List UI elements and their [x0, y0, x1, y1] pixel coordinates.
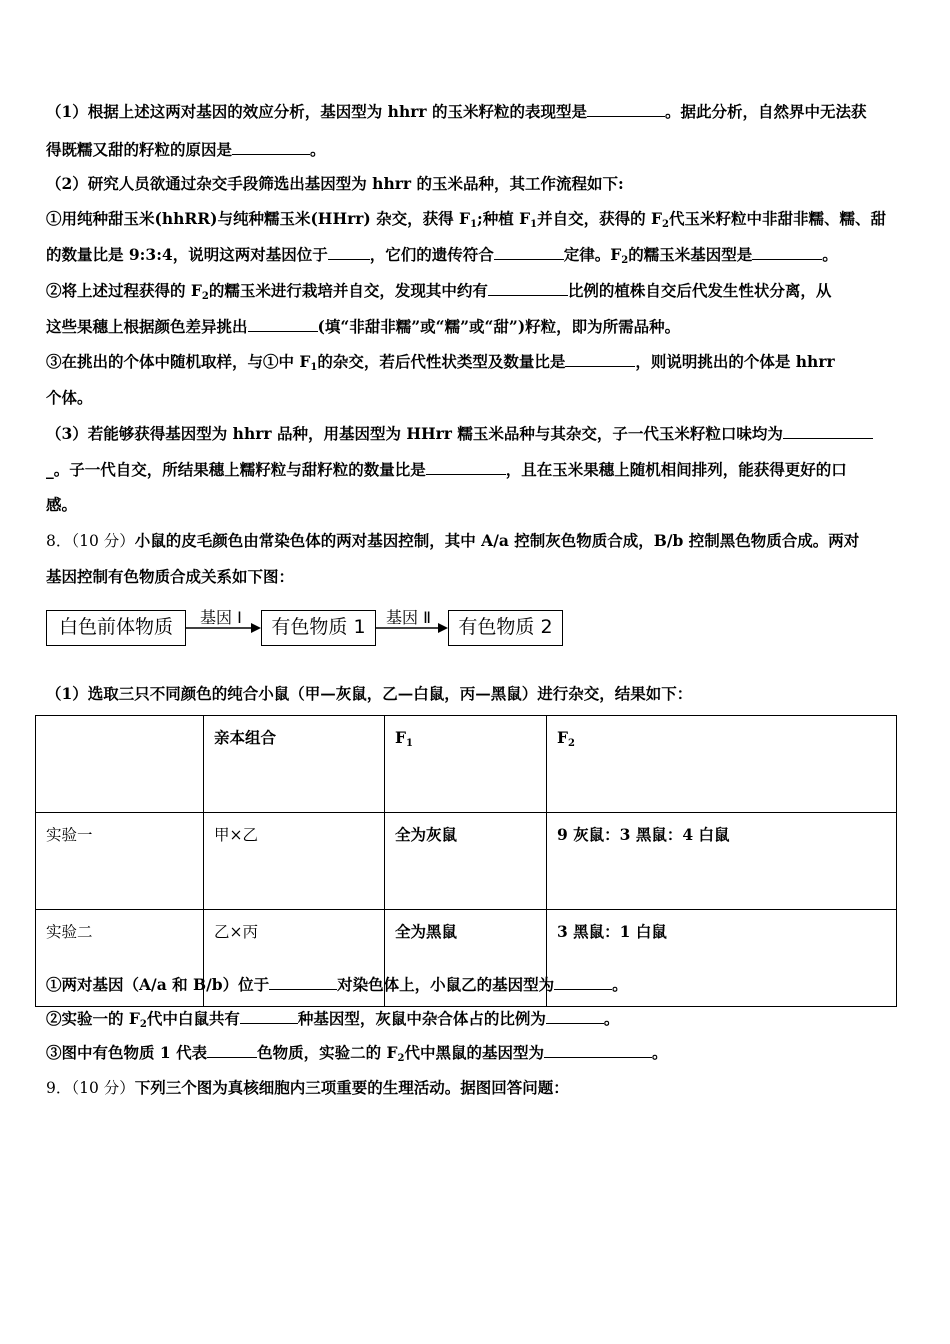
- table-header: $F_2$: [547, 716, 897, 813]
- question-number: 8．（10 分）: [46, 532, 135, 550]
- q7-part1-text: （1）根据上述这两对基因的效应分析，基因型为 hhrr 的玉米籽粒的表现型是: [46, 102, 587, 121]
- answer-blank[interactable]: [554, 975, 612, 990]
- box-colored-substance-2: 有色物质 2: [448, 610, 563, 646]
- table-cell: 乙×丙: [204, 910, 385, 1007]
- q7-part1-line2: 得既糯又甜的籽粒的原因是 。: [46, 140, 326, 159]
- q8-stem-line2: 基因控制有色物质合成关系如下图：: [46, 567, 295, 586]
- table-row: [36, 813, 897, 910]
- results-table: [35, 715, 897, 1007]
- q7-part3-line3: 感。: [46, 495, 78, 514]
- q8-part1: （1）选取三只不同颜色的纯合小鼠（甲—灰鼠，乙—白鼠，丙—黑鼠）进行杂交，结果如下：: [46, 684, 693, 703]
- table-cell: 全为黑鼠: [385, 910, 547, 1007]
- table-cell: 实验二: [36, 910, 204, 1007]
- q8-subq3: ③图中有色物质 1 代表 色物质，实验二的 $F_2$代中黑鼠的基因型为 。: [46, 1043, 668, 1064]
- table-cell: 全为灰鼠: [385, 813, 547, 910]
- answer-blank[interactable]: [240, 1009, 298, 1024]
- table-header: 亲本组合: [204, 716, 385, 813]
- q7-part2c-line1: ③在挑出的个体中随机取样，与①中 $F_1$的杂交，若后代性状类型及数量比是 ，则说明挑出的个体是 hhrr: [46, 352, 835, 373]
- answer-blank[interactable]: [546, 1009, 604, 1024]
- box-colored-substance-1: 有色物质 1: [261, 610, 376, 646]
- q7-part2c-line2: 个体。: [46, 388, 93, 407]
- q8-subq1: ①两对基因（A/a 和 B/b）位于 对染色体上，小鼠乙的基因型为 。: [46, 975, 628, 994]
- question-number: 9．（10 分）: [46, 1079, 135, 1097]
- table-header: $F_1$: [385, 716, 547, 813]
- table-header: [36, 716, 204, 813]
- q7-part2-intro: （2）研究人员欲通过杂交手段筛选出基因型为 hhrr 的玉米品种，其工作流程如下:: [46, 174, 624, 193]
- arrow-label-gene1: 基因 I: [200, 608, 242, 627]
- answer-blank[interactable]: [544, 1043, 652, 1058]
- answer-blank[interactable]: [207, 1043, 257, 1058]
- box-white-precursor: 白色前体物质: [46, 610, 186, 646]
- table-cell: 3 黑鼠：1 白鼠: [547, 910, 897, 1007]
- arrow-label-gene2: 基因 Ⅱ: [386, 608, 431, 627]
- q7-part2a-line2: 的数量比是 9:3:4，说明这两对基因位于 ，它们的遗传符合 定律。$F_2$的糯玉米基因型是 。: [46, 245, 838, 266]
- q7-part3-line1: （3）若能够获得基因型为 hhrr 品种，用基因型为 HHrr 糯玉米品种与其杂交，子一代玉米籽粒口味均为: [46, 424, 873, 444]
- q7-part2b-line2: 这些果穗上根据颜色差异挑出 (填“非甜非糯”或“糯”或“甜”)籽粒，即为所需品种。: [46, 317, 681, 336]
- q7-part2a-line1: ①用纯种甜玉米(hhRR)与纯种糯玉米(HHrr) 杂交，获得 $F_1$;种植 $F_1$并自交，获得的 $F_2$代玉米籽粒中非甜非糯、糯、甜: [46, 209, 887, 230]
- q9-stem: 9．（10 分）下列三个图为真核细胞内三项重要的生理活动。据图回答问题：: [46, 1078, 569, 1097]
- q7-part3-line2: _。子一代自交，所结果穗上糯籽粒与甜籽粒的数量比是 ，且在玉米果穗上随机相间排列，能获得更好的口: [46, 460, 847, 479]
- answer-blank[interactable]: [269, 975, 337, 990]
- table-cell: 实验一: [36, 813, 204, 910]
- q8-subq2: ②实验一的 $F_2$代中白鼠共有 种基因型，灰鼠中杂合体占的比例为 。: [46, 1009, 620, 1030]
- table-cell: 甲×乙: [204, 813, 385, 910]
- q7-part2b-line1: ②将上述过程获得的 $F_2$的糯玉米进行栽培并自交，发现其中约有 比例的植株自交后代发生性状分离，从: [46, 281, 832, 302]
- table-header-row: [36, 716, 897, 813]
- q7-part1-line1: （1）根据上述这两对基因的效应分析，基因型为 hhrr 的玉米籽粒的表现型是 。据此分析，自然界中无法获: [46, 102, 867, 121]
- table-cell: 9 灰鼠：3 黑鼠：4 白鼠: [547, 813, 897, 910]
- q8-stem-line1: 8．（10 分）小鼠的皮毛颜色由常染色体的两对基因控制，其中 A/a 控制灰色物质合成，B/b 控制黑色物质合成。两对: [46, 531, 860, 550]
